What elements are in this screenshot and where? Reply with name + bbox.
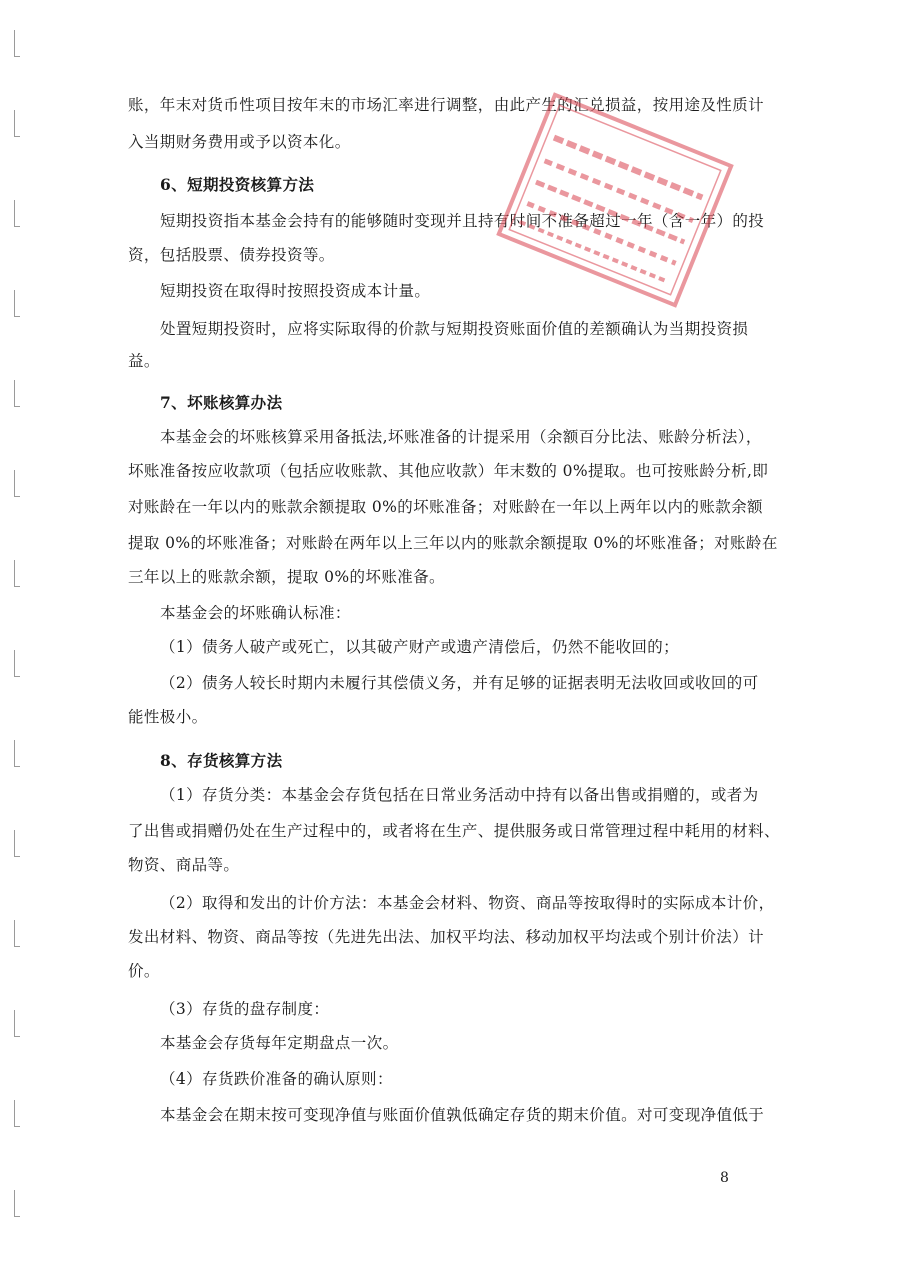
text-line: 账，年末对货币性项目按年末的市场汇率进行调整，由此产生的汇兑损益，按用途及性质计 xyxy=(128,96,765,114)
binding-mark xyxy=(14,1010,15,1036)
binding-mark xyxy=(14,946,20,947)
page-number: 8 xyxy=(720,1170,729,1186)
binding-mark xyxy=(14,316,20,317)
text-line: 对账龄在一年以内的账款余额提取 0%的坏账准备；对账龄在一年以上两年以内的账款余额 xyxy=(128,498,763,516)
section-heading: 8、存货核算方法 xyxy=(160,751,283,770)
binding-mark xyxy=(14,30,15,56)
section-heading: 6、短期投资核算方法 xyxy=(160,175,315,194)
binding-mark xyxy=(14,560,15,586)
text-line: 了出售或捐赠仍处在生产过程中的，或者将在生产、提供服务或日常管理过程中耗用的材料、 xyxy=(128,822,780,840)
binding-mark xyxy=(14,406,20,407)
binding-mark xyxy=(14,740,15,766)
text-line: （3）存货的盘存制度： xyxy=(160,1000,330,1018)
binding-mark xyxy=(14,226,20,227)
binding-mark xyxy=(14,856,20,857)
text-line: 处置短期投资时，应将实际取得的价款与短期投资账面价值的差额确认为当期投资损 xyxy=(160,320,749,338)
binding-mark xyxy=(14,1190,15,1216)
binding-mark xyxy=(14,586,20,587)
text-line: （2）取得和发出的计价方法：本基金会材料、物资、商品等按取得时的实际成本计价， xyxy=(160,894,775,912)
text-line: 提取 0%的坏账准备；对账龄在两年以上三年以内的账款余额提取 0%的坏账准备；对账龄在 xyxy=(128,534,778,552)
binding-margin xyxy=(0,0,40,1273)
text-line: 能性极小。 xyxy=(128,708,208,726)
section-heading: 7、坏账核算办法 xyxy=(160,393,283,412)
text-line: 三年以上的账款余额，提取 0%的坏账准备。 xyxy=(128,568,445,586)
binding-mark xyxy=(14,1216,20,1217)
binding-mark xyxy=(14,920,15,946)
text-line: 短期投资在取得时按照投资成本计量。 xyxy=(160,282,431,300)
text-line: 本基金会存货每年定期盘点一次。 xyxy=(160,1034,399,1052)
text-line: （4）存货跌价准备的确认原则： xyxy=(160,1070,393,1088)
text-line: 本基金会在期末按可变现净值与账面价值孰低确定存货的期末价值。对可变现净值低于 xyxy=(160,1106,765,1124)
text-line: 益。 xyxy=(128,352,160,370)
binding-mark xyxy=(14,136,20,137)
text-line: 本基金会的坏账确认标准： xyxy=(160,604,351,622)
binding-mark xyxy=(14,766,20,767)
binding-mark xyxy=(14,110,15,136)
text-line: 物资、商品等。 xyxy=(128,856,240,874)
seal-graphic xyxy=(490,70,740,330)
binding-mark xyxy=(14,1126,20,1127)
company-seal-stamp xyxy=(490,70,740,330)
text-line: 坏账准备按应收款项（包括应收账款、其他应收款）年末数的 0%提取。也可按账龄分析,即 xyxy=(128,462,769,480)
text-line: 发出材料、物资、商品等按（先进先出法、加权平均法、移动加权平均法或个别计价法）计 xyxy=(128,928,765,946)
text-line: （1）债务人破产或死亡，以其破产财产或遗产清偿后，仍然不能收回的； xyxy=(160,638,680,656)
binding-mark xyxy=(14,1100,15,1126)
binding-mark xyxy=(14,290,15,316)
text-line: （2）债务人较长时期内未履行其偿债义务，并有足够的证据表明无法收回或收回的可 xyxy=(160,674,759,692)
binding-mark xyxy=(14,56,20,57)
text-line: 本基金会的坏账核算采用备抵法,坏账准备的计提采用（余额百分比法、账龄分析法）， xyxy=(160,428,762,446)
binding-mark xyxy=(14,200,15,226)
text-line: 资，包括股票、债券投资等。 xyxy=(128,246,335,264)
text-line: 价。 xyxy=(128,962,160,980)
binding-mark xyxy=(14,1036,20,1037)
binding-mark xyxy=(14,650,15,676)
binding-mark xyxy=(14,496,20,497)
text-line: 入当期财务费用或予以资本化。 xyxy=(128,133,351,151)
binding-mark xyxy=(14,830,15,856)
text-line: （1）存货分类：本基金会存货包括在日常业务活动中持有以备出售或捐赠的，或者为 xyxy=(160,786,759,804)
text-line: 短期投资指本基金会持有的能够随时变现并且持有时间不准备超过一年（含一年）的投 xyxy=(160,212,765,230)
binding-mark xyxy=(14,676,20,677)
binding-mark xyxy=(14,470,15,496)
binding-mark xyxy=(14,380,15,406)
